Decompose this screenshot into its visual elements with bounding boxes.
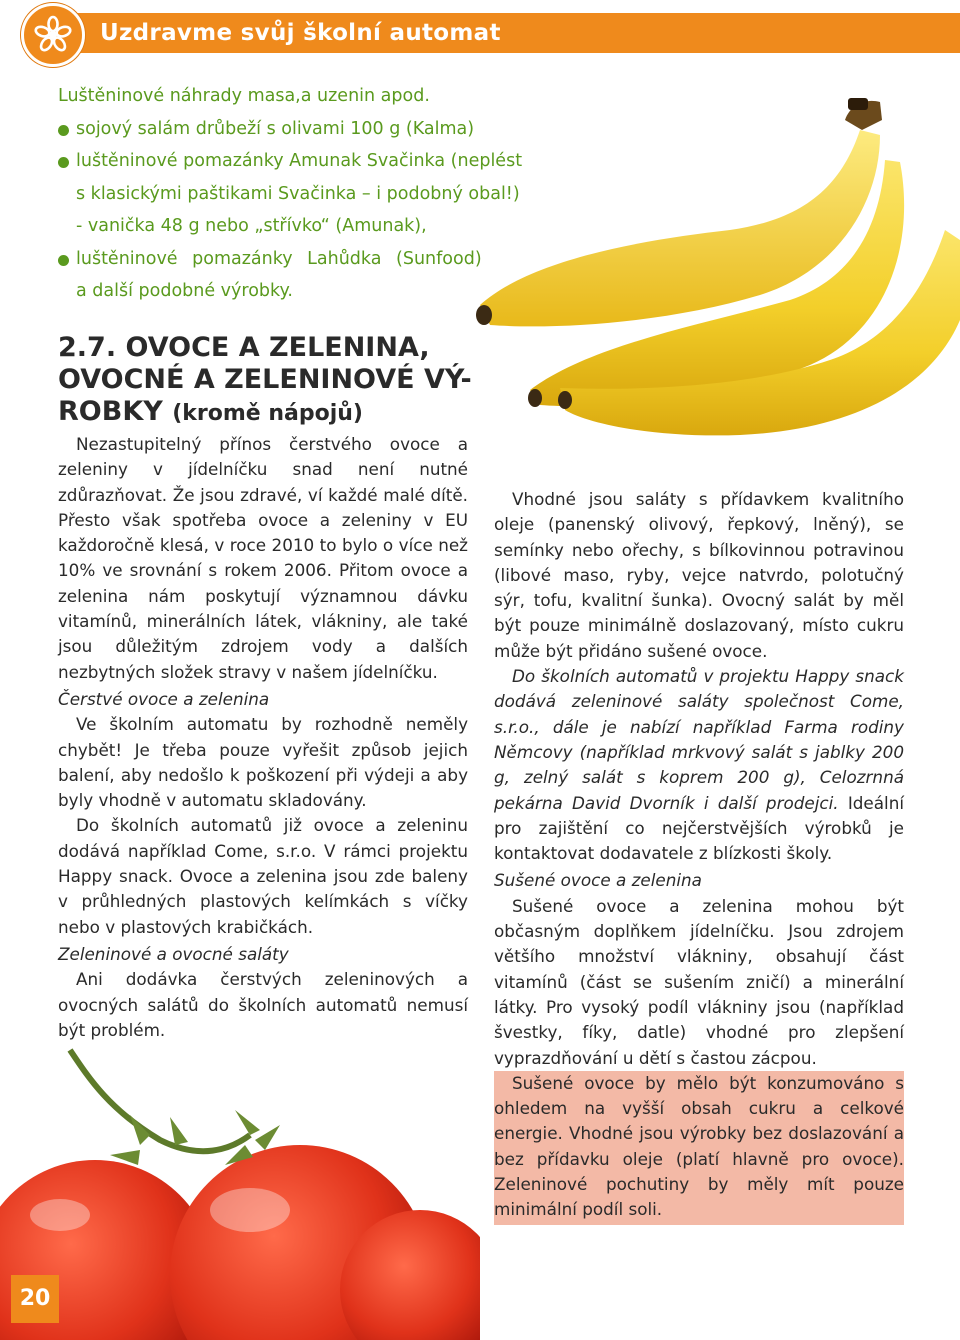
- list-item-text: - vanička 48 g nebo „střívko“ (Amunak),: [76, 216, 427, 236]
- paragraph: Vhodné jsou saláty s přídavkem kvalitního oleje (panenský olivový, řepkový, lněný), se semínky nebo ořechy, s bílkovinnou potravinou (libové maso, ryby, vejce natvrdo, polotučný sýr, tofu, kvalitní šunka). Ovocný salát by měl být pouze minimálně doslazovaný, místo cukru může být přidáno sušené ovoce.: [494, 489, 904, 661]
- list-item-text: a další podobné výrobky.: [76, 281, 293, 301]
- list-item: [58, 243, 482, 308]
- page-number: 20: [11, 1275, 59, 1323]
- subheading: Čerstvé ovoce a zelenina: [58, 688, 270, 709]
- paragraph-text: Ideální pro zajištění co nejčerstvějších výrobků je kontaktovat dodavatele z blízkosti školy.: [494, 792, 904, 864]
- list-item-text: sojový salám drůbeží s olivami 100 g (Kalma): [76, 118, 475, 139]
- paragraph: Sušené ovoce a zelenina mohou být občasným doplňkem jídelníčku. Jsou zdrojem většího množství vlákniny, obsahují část vitamínů (část se sušením zničí) a minerální látky. Pro vysoký podíl vlákniny jsou (například švestky, fíky, datle) vhodné pro zlepšení vyprazdňování u dětí s častou zácpou.: [494, 895, 904, 1068]
- intro-list: [58, 80, 523, 308]
- highlighted-paragraph: Sušené ovoce by mělo být konzumováno s ohledem na vyšší obsah cukru a celkové energie. Vhodné jsou výrobky bez doslazování a bez přídavku oleje (platí hlavně pro ovoce). Zeleninové pochutiny by měly mít pouze minimální podíl soli.: [494, 1071, 904, 1225]
- right-column: [494, 487, 904, 1225]
- apple-bullet-icon: [58, 255, 69, 266]
- section-heading-sub: (kromě nápojů): [172, 401, 363, 426]
- apple-bullet-icon: [58, 125, 69, 136]
- section-heading: [58, 332, 478, 430]
- list-item-text: s klasickými paštikami Svačinka – i podobný obal!): [76, 183, 520, 204]
- header-title: Uzdravme svůj školní automat: [100, 20, 501, 46]
- tomato-image: [0, 1040, 480, 1340]
- list-item-text: luštěninové pomazánky Amunak Svačinka (neplést: [76, 151, 523, 171]
- subheading: Sušené ovoce a zelenina: [494, 870, 702, 891]
- left-column: [58, 432, 468, 1043]
- paragraph: [494, 664, 904, 866]
- banana-image: [470, 90, 960, 460]
- flower-logo-icon: [21, 3, 85, 67]
- apple-bullet-icon: [58, 157, 69, 168]
- list-item-text: luštěninové pomazánky Lahůdka (Sunfood): [76, 248, 482, 269]
- list-item: [58, 113, 475, 146]
- paragraph-italic: Do školních automatů v projektu Happy snack dodává zeleninové saláty společnost Come, s.r.o., dále je nabízí například Farma rodiny Němcovy (například mrkvový salát s jablky 200 g, zelný salát s koprem 200 g), Celozrnná pekárna David Dvorník i další prodejci.: [494, 666, 904, 813]
- paragraph: Do školních automatů již ovoce a zeleninu dodává například Come, s.r.o. V rámci projektu Happy snack. Ovoce a zelenina jsou zde baleny v průhledných plastových kelímkách s víčky nebo v plastových krabičkách.: [58, 815, 468, 937]
- paragraph: Ve školním automatu by rozhodně neměly chybět! Je třeba pouze vyřešit způsob jejich balení, aby nedošlo k poškození při výdeji a aby byly vhodně v automatu skladovány.: [58, 714, 468, 811]
- paragraph: Nezastupitelný přínos čerstvého ovoce a zeleniny v jídelníčku snad není nutné zdůrazňovat. Že jsou zdravé, ví každé malé dítě. Přesto však spotřeba ovoce a zeleniny v EU každoročně klesá, v roce 2010 to bylo o více než 10% ve srovnání s rokem 2006. Přitom ovoce a zelenina nám poskytují významnou dávku vitamínů, minerálních látek, vlákniny, ale také jsou důležitým zdrojem vody a dalších nezbytných složek stravy v našem jídelníčku.: [58, 434, 468, 682]
- paragraph: Ani dodávka čerstvých zeleninových a ovocných salátů do školních automatů nemusí být problém.: [58, 969, 468, 1040]
- intro-heading: Luštěninové náhrady masa,a uzenin apod.: [58, 86, 430, 106]
- page-header: [0, 0, 960, 66]
- section-heading-main: 2.7. OVOCE A ZELENINA, OVOCNÉ A ZELENINOVÉ VÝ-ROBKY: [58, 332, 472, 427]
- subheading: Zeleninové a ovocné saláty: [58, 943, 289, 964]
- list-item: [58, 145, 523, 243]
